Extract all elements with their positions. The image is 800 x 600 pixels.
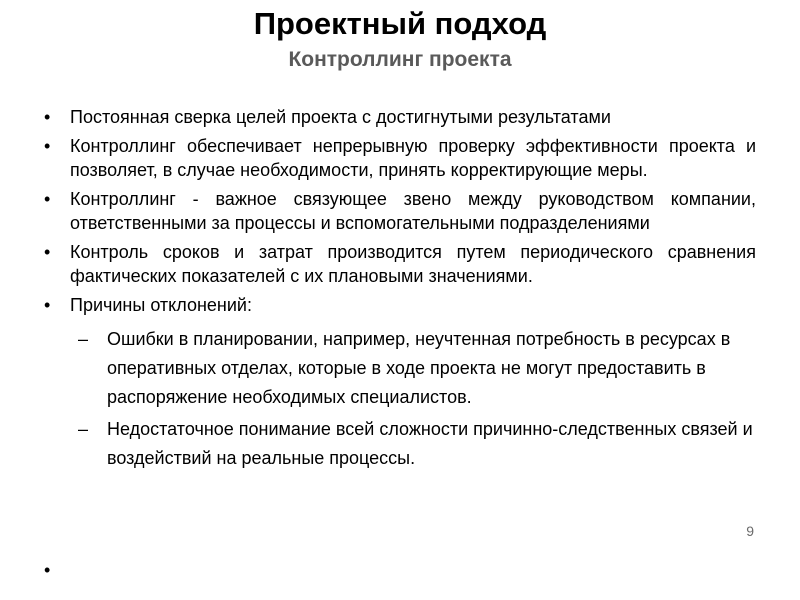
bullet-item — [44, 105, 756, 129]
bullet-text: Причины отклонений: — [70, 295, 252, 315]
bullet-text: Контроль сроков и затрат производится путем периодического сравнения фактических показателей с их плановыми значениями. — [70, 242, 756, 286]
bullet-item — [44, 293, 756, 317]
page-number: 9 — [746, 523, 754, 539]
sub-bullet-text: Недостаточное понимание всей сложности причинно-следственных связей и воздействий на реальные процессы. — [107, 419, 753, 468]
bullet-icon: • — [44, 189, 51, 209]
bullet-list — [44, 105, 756, 476]
bullet-item — [44, 187, 756, 235]
bullet-icon: • — [44, 295, 51, 315]
slide-subtitle: Контроллинг проекта — [288, 48, 512, 71]
dash-icon: – — [78, 419, 89, 439]
sub-bullet-item — [44, 415, 756, 473]
bullet-icon: • — [44, 136, 51, 156]
bullet-text: Контроллинг - важное связующее звено между руководством компании, ответственными за процессы и вспомогательными подразделениями — [70, 189, 756, 233]
bullet-icon: • — [44, 107, 51, 127]
empty-bullet-icon: • — [44, 560, 51, 580]
bullet-item — [44, 134, 756, 182]
dash-icon: – — [78, 329, 89, 349]
sub-bullet-text: Ошибки в планировании, например, неучтенная потребность в ресурсах в оперативных отделах, которые в ходе проекта не могут предоставить в распоряжение необходимых специалистов. — [107, 329, 731, 407]
bullet-text: Постоянная сверка целей проекта с достигнутыми результатами — [70, 107, 611, 127]
slide-title: Проектный подход — [253, 6, 547, 41]
bullet-icon: • — [44, 242, 51, 262]
bullet-item — [44, 240, 756, 288]
bullet-text: Контроллинг обеспечивает непрерывную проверку эффективности проекта и позволяет, в случае необходимости, принять корректирующие меры. — [70, 136, 756, 180]
sub-bullet-item — [44, 325, 756, 412]
